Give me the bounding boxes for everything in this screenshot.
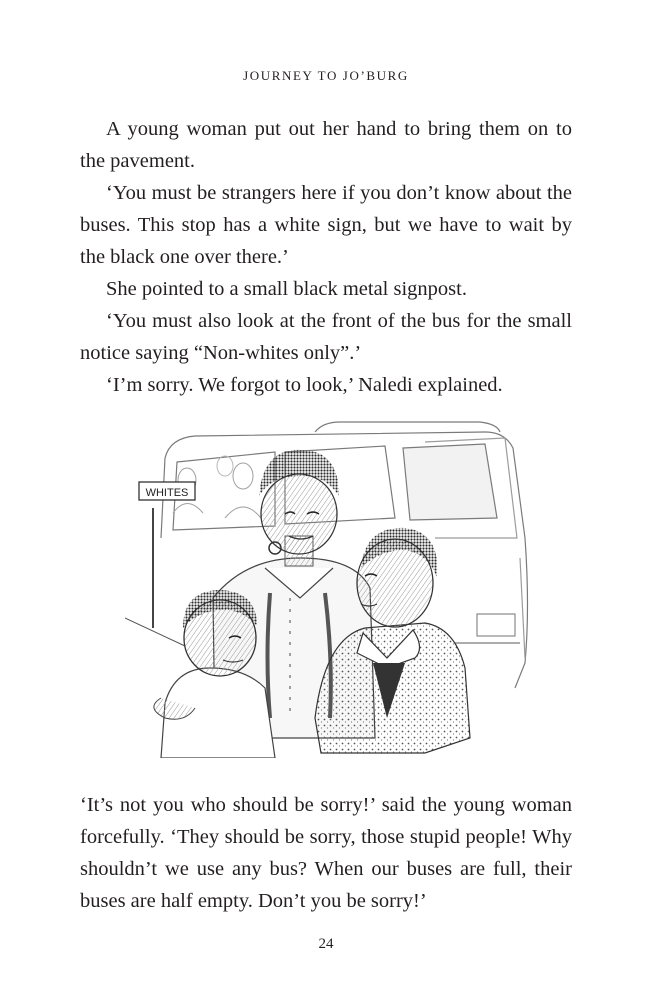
paragraph: She pointed to a small black metal signpost. <box>106 278 467 300</box>
illustration <box>125 418 557 758</box>
sign-label: WHITES <box>145 487 189 499</box>
paragraph: ‘You must also look at the front of the bus for the small notice saying “Non-whites only”.’ <box>80 310 572 364</box>
paragraph: A young woman put out her hand to bring them on to the pavement. <box>80 118 572 172</box>
running-header: JOURNEY TO JO’BURG <box>243 68 409 83</box>
paragraph: ‘It’s not you who should be sorry!’ said the young woman forcefully. ‘They should be sorry, those stupid people! Why shouldn’t we use any bus? When our buses are full, their buses are half empty. Don’t you be sorry!’ <box>80 794 572 912</box>
paragraph: ‘I’m sorry. We forgot to look,’ Naledi explained. <box>106 374 503 396</box>
page-number: 24 <box>318 936 334 952</box>
paragraph: ‘You must be strangers here if you don’t know about the buses. This stop has a white sign, but we have to wait by the black one over there.’ <box>80 182 572 268</box>
